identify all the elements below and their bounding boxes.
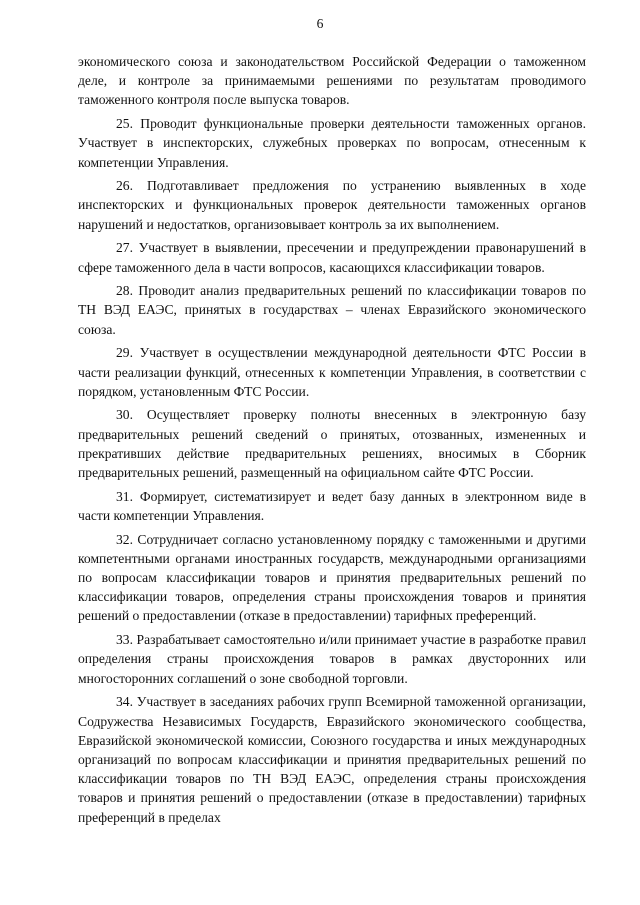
paragraph-27: 27. Участвует в выявлении, пресечении и предупреждении правонарушений в сфере таможенного дела в части вопросов, касающихся классификации товаров. xyxy=(78,240,586,275)
paragraph-26: 26. Подготавливает предложения по устранению выявленных в ходе инспекторских и функциональных проверок деятельности таможенных органов нарушений и недостатков, организовывает контроль за их выполнением. xyxy=(78,178,586,232)
page-number: 6 xyxy=(316,16,324,31)
document-body xyxy=(78,52,586,831)
paragraph-25: 25. Проводит функциональные проверки деятельности таможенных органов. Участвует в инспекторских, служебных проверках по вопросам, отнесенным к компетенции Управления. xyxy=(78,116,586,170)
paragraph-31: 31. Формирует, систематизирует и ведет базу данных в электронном виде в части компетенции Управления. xyxy=(78,488,586,523)
paragraph-34: 34. Участвует в заседаниях рабочих групп Всемирной таможенной организации, Содружества Независимых Государств, Евразийского экономического сообщества, Евразийской экономической комиссии, Союзного государства и иных международных организаций по вопросам классификации и принятия предварительных решений по классификации товаров по ТН ВЭД ЕАЭС, определения страны происхождения товаров и принятия решений о предоставлении (отказе в предоставлении) тарифных преференций в пределах xyxy=(78,694,586,825)
paragraph-28: 28. Проводит анализ предварительных решений по классификации товаров по ТН ВЭД ЕАЭС, принятых в государствах – членах Евразийского экономического союза. xyxy=(78,283,586,337)
paragraph-29: 29. Участвует в осуществлении международной деятельности ФТС России в части реализации функций, отнесенных к компетенции Управления, в соответствии с порядком, установленным ФТС России. xyxy=(78,345,586,399)
paragraph-30: 30. Осуществляет проверку полноты внесенных в электронную базу предварительных решений сведений о принятых, отозванных, измененных и прекративших действие предварительных решениях, вносимых в Сборник предварительных решений, размещенный на официальном сайте ФТС России. xyxy=(78,407,586,481)
paragraph-32: 32. Сотрудничает согласно установленному порядку с таможенными и другими компетентными органами иностранных государств, международными организациями по вопросам классификации товаров и принятия предварительных решений по классификации товаров, определения страны происхождения товаров и принятия решений о предоставлении (отказе в предоставлении) тарифных преференций. xyxy=(78,531,586,624)
paragraph-continuation: экономического союза и законодательством Российской Федерации о таможенном деле, и контроле за принимаемыми решениями по результатам проводимого таможенного контроля после выпуска товаров. xyxy=(78,54,586,108)
paragraph-33: 33. Разрабатывает самостоятельно и/или принимает участие в разработке правил определения страны происхождения товаров в рамках двусторонних или многосторонних соглашений о зоне свободной торговли. xyxy=(78,632,586,686)
